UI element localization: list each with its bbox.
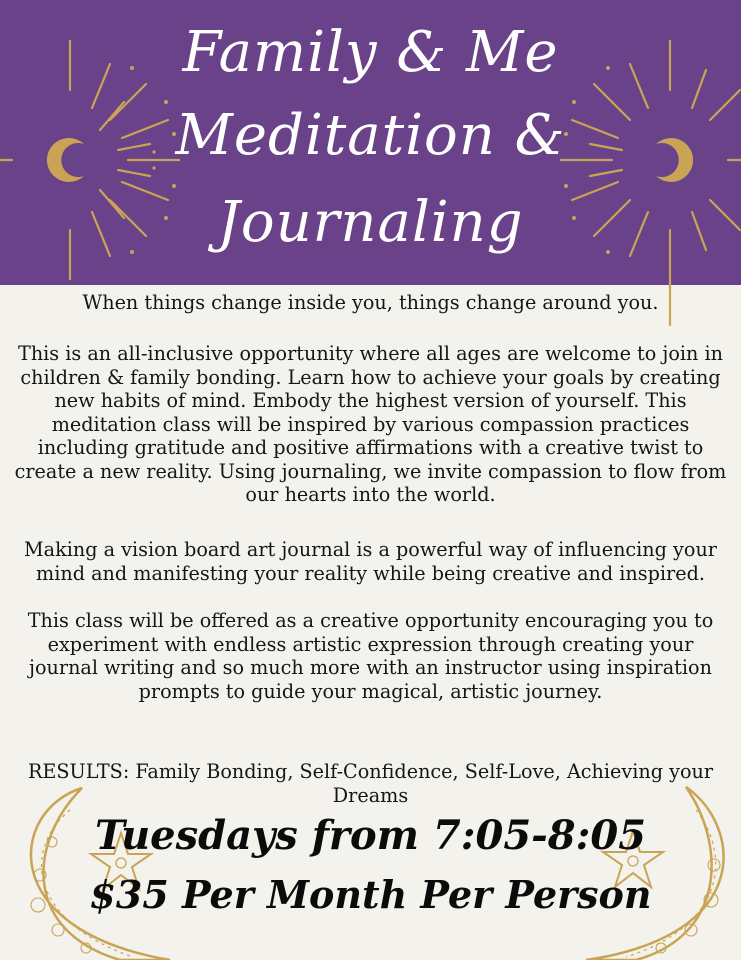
- title-line-3: Journaling: [217, 190, 524, 255]
- schedule-time: Tuesdays from 7:05-8:05: [94, 812, 647, 859]
- paragraph-description: This is an all-inclusive opportunity where all ages are welcome to join in children & family bonding. Learn how to achieve your goals by creating new habits of mind. Embody the highest version of yourself. This meditation class will be inspired by various compassion practices including gratitude and positive affirmations with a creative twist to create a new reality. Using journaling, we invite compassion to flow from our hearts into the world.: [14, 342, 727, 506]
- tagline: When things change inside you, things change around you.: [82, 291, 659, 314]
- paragraph-vision-board: Making a vision board art journal is a powerful way of influencing your mind and manifesting your reality while being creative and inspired.: [24, 538, 717, 585]
- schedule-price: $35 Per Month Per Person: [89, 872, 652, 917]
- title-line-1: Family & Me: [182, 20, 559, 85]
- results-text: RESULTS: Family Bonding, Self-Confidence, Self-Love, Achieving your Dreams: [27, 760, 714, 807]
- title-line-2: Meditation &: [175, 103, 566, 168]
- paragraph-class-offer: This class will be offered as a creative opportunity encouraging you to experiment with endless artistic expression through creating your journal writing and so much more with an instructor using inspiration prompts to guide your magical, artistic journey.: [27, 609, 714, 703]
